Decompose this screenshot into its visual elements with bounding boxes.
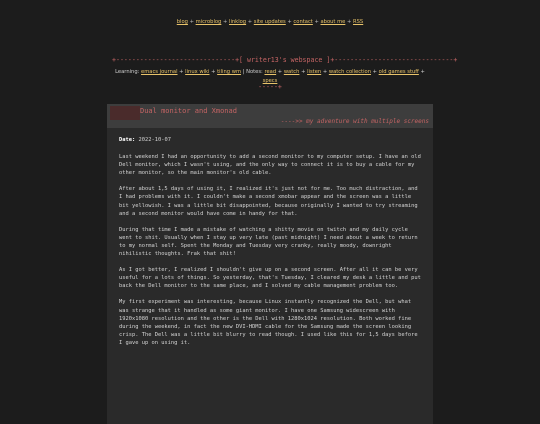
nav-separator: +	[177, 69, 186, 75]
notes-link-old-games-stuff[interactable]: old games stuff	[378, 69, 419, 75]
nav-separator: +	[321, 69, 329, 75]
blog-post	[107, 104, 433, 424]
banner-underline: -----+	[258, 83, 282, 91]
post-paragraph: During that time I made a mistake of watching a shitty movie on twitch and my daily cycle went to shit. Usually when I stay up very late (past midnight) I need about a week to return to my normal self. Spent the Monday and Tuesday very cranky, really moody, downright nihilistic thoughts. Frak that shit!	[119, 226, 418, 258]
notes-label: Notes:	[246, 69, 265, 75]
nav-separator: +	[370, 69, 379, 75]
nav-link-contact[interactable]: contact	[293, 19, 313, 25]
post-paragraph: After about 1,5 days of using it, I realized it's just not for me. Too much distraction, and I had problems with it. I couldn't make a second xmobar appear and the screen was a little bit yellowish. I was a little bit disappointed, because originally I wanted to try streaming and a second monitor would have come in handy for that.	[119, 186, 418, 217]
nav-separator: +	[299, 69, 308, 75]
learning-link-tiling-wm[interactable]: tiling wm	[217, 69, 242, 75]
nav-separator: +	[221, 19, 230, 25]
post-paragraphs	[119, 153, 424, 347]
notes-link-read[interactable]: read	[264, 69, 277, 75]
nav-separator: +	[276, 69, 284, 75]
post-paragraph: As I got better, I realized I shouldn't give up on a second screen. After all it can be very useful for a lots of things. So yesterday, that's Tuesday, I cleared my desk a little and put back the Dell monitor to the same place, and I solved my cable management problem too.	[119, 267, 421, 290]
secondary-navigation	[110, 68, 430, 86]
post-thumbnail	[110, 106, 140, 120]
post-date	[119, 136, 424, 144]
notes-link-watch-collection[interactable]: watch collection	[328, 69, 371, 75]
nav-separator: +	[418, 69, 425, 75]
post-header	[107, 104, 433, 128]
nav-separator: +	[246, 19, 254, 25]
post-title: Dual monitor and Xmonad	[140, 107, 237, 115]
learning-link-linux-wiki[interactable]: linux wiki	[185, 69, 210, 75]
post-subtitle: ---->> my adventure with multiple screens	[280, 118, 429, 125]
nav-link-about-me[interactable]: about me	[320, 19, 346, 25]
nav-divider: |	[241, 69, 247, 75]
nav-link-RSS[interactable]: RSS	[353, 19, 364, 25]
notes-link-listen[interactable]: listen	[307, 69, 322, 75]
nav-separator: +	[312, 19, 321, 25]
post-paragraph: My first experiment was interesting, because Linux instantly recognized the Dell, but what was strange that it handled as some giant monitor. I have one Samsung widescreen with 1920x1080 resolution and the other is the Dell with 1280x1024 resolution. Both worked fine during the weekend, in fact the new DVI-HDMI cable for the Samsung made the screen looking crisp. The Dell was a little bit blurry to read though. I used like this for 1,5 days before I gave up on using it.	[119, 299, 418, 346]
learning-link-emacs-journal[interactable]: emacs journal	[141, 69, 178, 75]
post-paragraph: Last weekend I had an opportunity to add a second monitor to my computer setup. I have an old Dell monitor, which I wasn't using, and the only way to connect it is to buy a cable for my other monitor, so the main monitor's old cable.	[119, 154, 421, 177]
learning-label: Learning:	[115, 69, 142, 75]
post-body	[119, 136, 424, 355]
top-navigation	[0, 19, 540, 25]
banner-title: +------------------------------+[ writer13's webspace ]+------------------------------+	[112, 56, 458, 64]
nav-separator: +	[187, 19, 196, 25]
notes-link-specs[interactable]: specs	[262, 78, 278, 84]
nav-link-microblog[interactable]: microblog	[195, 19, 222, 25]
nav-separator: +	[285, 19, 294, 25]
date-label: Date:	[119, 137, 136, 143]
nav-separator: +	[209, 69, 218, 75]
date-value: 2022-10-07	[138, 137, 171, 143]
nav-separator: +	[345, 19, 354, 25]
nav-link-linklog[interactable]: linklog	[229, 19, 247, 25]
nav-link-blog[interactable]: blog	[176, 19, 188, 25]
notes-link-watch[interactable]: watch	[283, 69, 300, 75]
nav-link-site-updates[interactable]: site updates	[253, 19, 286, 25]
